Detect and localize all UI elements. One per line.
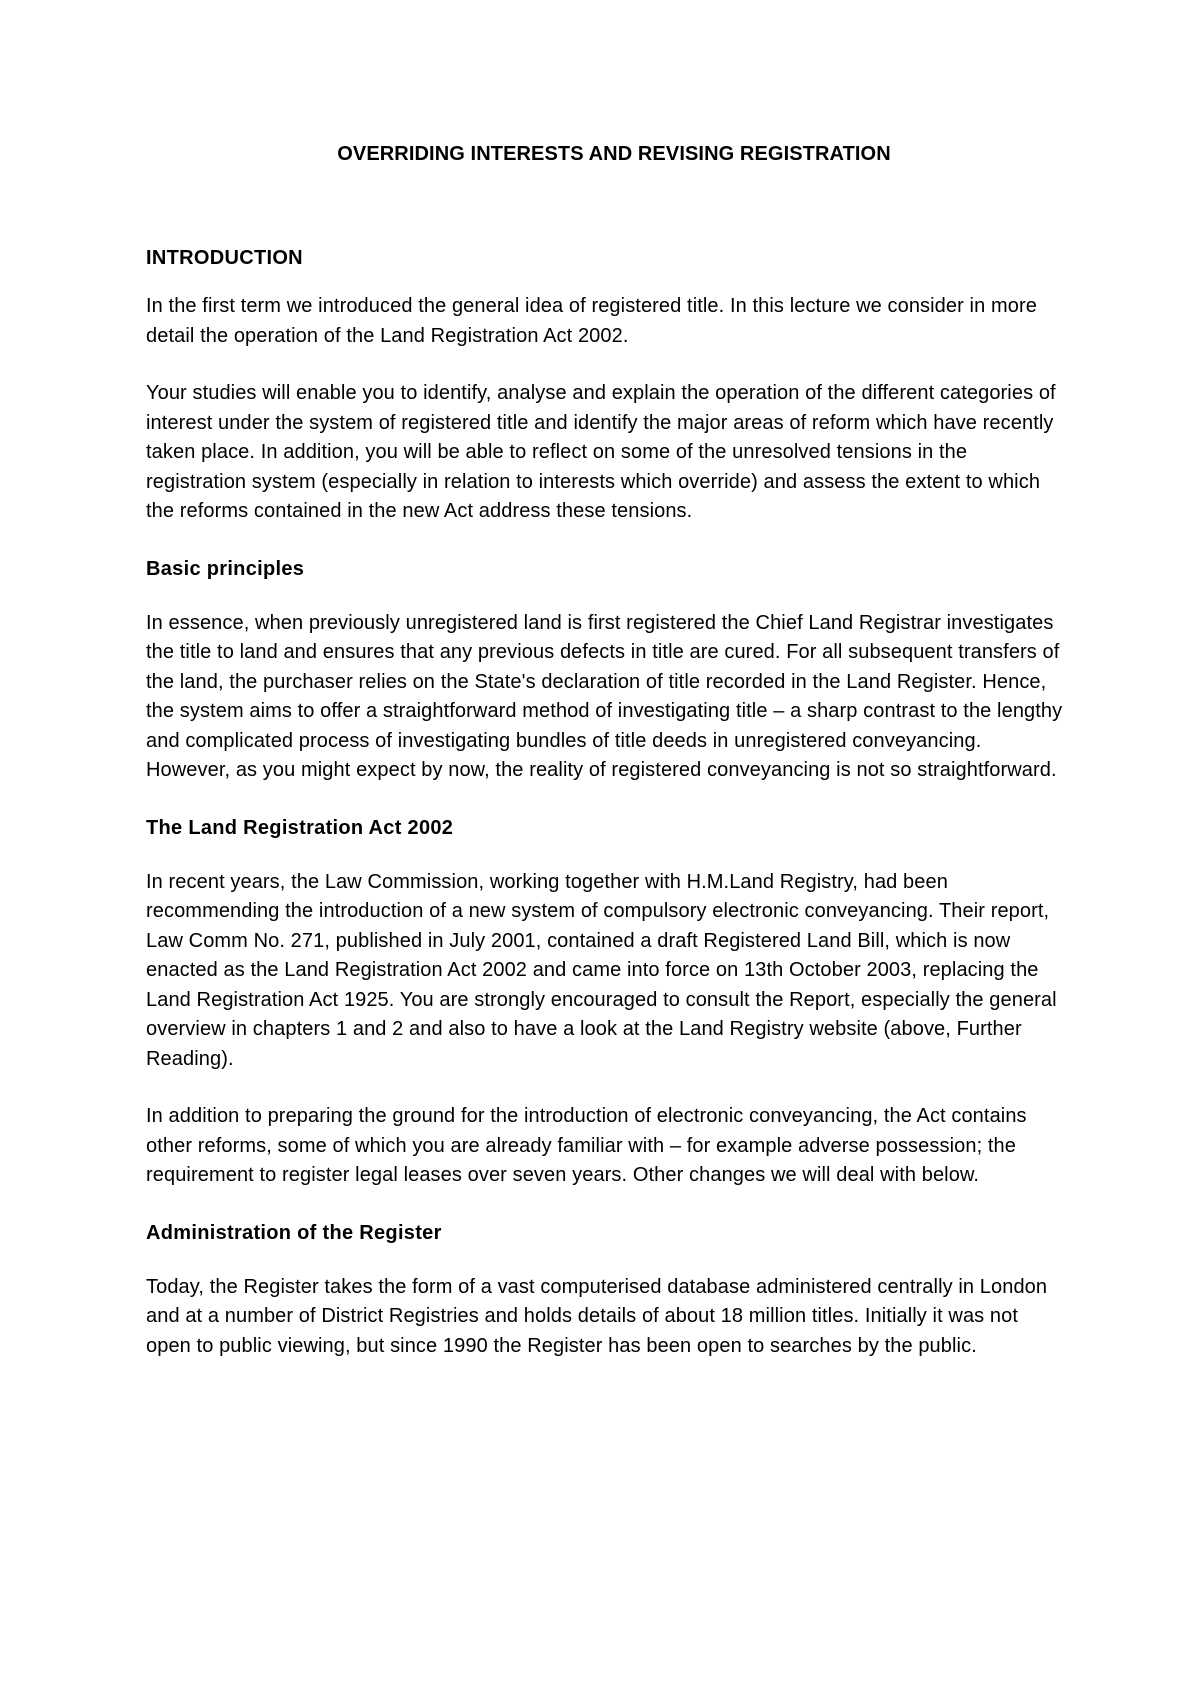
- section-administration-of-register: [146, 1219, 1066, 1362]
- document-title: OVERRIDING INTERESTS AND REVISING REGISTRATION: [337, 143, 891, 165]
- section-basic-principles: [146, 555, 1066, 786]
- paragraph: In the first term we introduced the general idea of registered title. In this lecture we consider in more detail the operation of the Land Registration Act 2002.: [146, 295, 1037, 347]
- section-heading-basic-principles: Basic principles: [146, 557, 305, 580]
- section-heading-administration-of-register: Administration of the Register: [146, 1221, 442, 1244]
- paragraph: In addition to preparing the ground for the introduction of electronic conveyancing, the Act contains other reforms, some of which you are already familiar with – for example adverse possession; the requirement to register legal leases over seven years. Other changes we will deal with below.: [146, 1105, 1027, 1186]
- document-page: [146, 140, 1066, 1389]
- section-introduction: [146, 244, 1066, 527]
- paragraph: Today, the Register takes the form of a vast computerised database administered centrally in London and at a number of District Registries and holds details of about 18 million titles. Initially it was not open to public viewing, but since 1990 the Register has been open to searches by the public.: [146, 1275, 1048, 1357]
- section-heading-introduction: INTRODUCTION: [146, 247, 303, 269]
- section-land-registration-act: [146, 814, 1066, 1191]
- paragraph: In essence, when previously unregistered land is first registered the Chief Land Registrar investigates the title to land and ensures that any previous defects in title are cured. For all subsequent transfers of the land, the purchaser relies on the State's declaration of title recorded in the Land Register. Hence, the system aims to offer a straightforward method of investigating title – a sharp contrast to the lengthy and complicated process of investigating bundles of title deeds in unregistered conveyancing. However, as you might expect by now, the reality of registered conveyancing is not so straightforward.: [146, 611, 1063, 781]
- paragraph: Your studies will enable you to identify, analyse and explain the operation of the different categories of interest under the system of registered title and identify the major areas of reform which have recently taken place. In addition, you will be able to reflect on some of the unresolved tensions in the registration system (especially in relation to interests which override) and assess the extent to which the reforms contained in the new Act address these tensions.: [146, 382, 1056, 522]
- section-heading-land-registration-act: The Land Registration Act 2002: [146, 816, 454, 839]
- paragraph: In recent years, the Law Commission, working together with H.M.Land Registry, had been recommending the introduction of a new system of compulsory electronic conveyancing. Their report, Law Comm No. 271, published in July 2001, contained a draft Registered Land Bill, which is now enacted as the Land Registration Act 2002 and came into force on 13th October 2003, replacing the Land Registration Act 1925. You are strongly encouraged to consult the Report, especially the general overview in chapters 1 and 2 and also to have a look at the Land Registry website (above, Further Reading).: [146, 870, 1057, 1070]
